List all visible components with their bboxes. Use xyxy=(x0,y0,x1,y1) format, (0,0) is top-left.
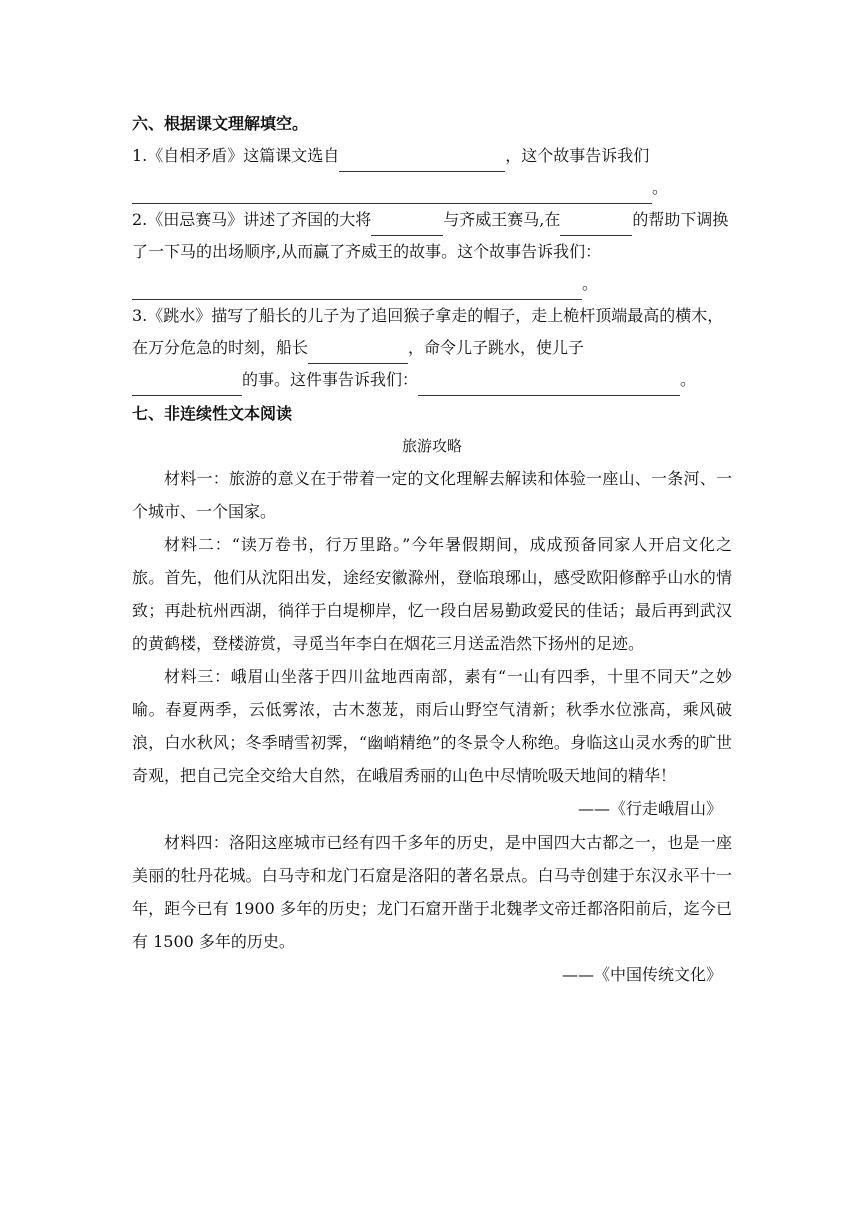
q3-text-2: ，命令儿子跳水，使儿子 xyxy=(408,338,585,357)
section-7-title: 七、非连续性文本阅读 xyxy=(132,404,293,423)
q1-blank-2[interactable] xyxy=(132,185,652,204)
question-2 xyxy=(132,204,732,300)
q2-blank-2[interactable] xyxy=(560,217,632,236)
material-2: 材料二：“读万卷书，行万里路。”今年暑假期间，成成预备同家人开启文化之旅。首先，他们从沈阳出发，途经安徽滁州，登临琅琊山，感受欧阳修醉乎山水的情致；再赴杭州西湖，徜徉于白堤柳岸，忆一段白居易勤政爱民的佳话；最后再到武汉的黄鹤楼，登楼游赏，寻觅当年李白在烟花三月送孟浩然下扬州的足迹。 xyxy=(132,535,732,653)
material-1: 材料一：旅游的意义在于带着一定的文化理解去解读和体验一座山、一条河、一个城市、一个国家。 xyxy=(132,469,732,521)
section-6-title: 六、根据课文理解填空。 xyxy=(132,114,309,133)
material-3-source: ——《行走峨眉山》 xyxy=(577,799,722,818)
q3-end: 。 xyxy=(680,370,697,389)
q2-text-1: 2.《田忌赛马》讲述了齐国的大将 xyxy=(132,210,372,229)
q3-text-3: 的事。这件事告诉我们： xyxy=(242,370,419,389)
q2-end: 。 xyxy=(582,274,599,293)
q1-text-2: ，这个故事告诉我们 xyxy=(505,146,650,165)
q2-blank-1[interactable] xyxy=(371,217,443,236)
material-3: 材料三：峨眉山坐落于四川盆地西南部，素有“一山有四季，十里不同天”之妙喻。春夏两季，云低雾浓，古木葱茏，雨后山野空气清新；秋季水位涨高，乘风破浪，白水秋风；冬季晴雪初霁，“幽峭精绝”的冬景令人称绝。身临这山灵水秀的旷世奇观，把自己完全交给大自然，在峨眉秀丽的山色中尽情吮吸天地间的精华！ xyxy=(132,667,732,785)
question-1 xyxy=(132,140,732,204)
q3-text-1: 3.《跳水》描写了船长的儿子为了追回猴子拿走的帽子，走上桅杆顶端最高的横木，在万分危急的时刻，船长 xyxy=(132,306,724,357)
q3-blank-2[interactable] xyxy=(132,377,242,396)
q2-text-3: 的帮助下调换了一下马的出场顺序,从而赢了齐威王的故事。这个故事告诉我们： xyxy=(132,210,729,261)
worksheet-page xyxy=(132,108,732,992)
q3-blank-1[interactable] xyxy=(308,345,408,364)
q2-blank-3[interactable] xyxy=(132,281,582,300)
q2-text-2: 与齐威王赛马,在 xyxy=(443,210,561,229)
article-title: 旅游攻略 xyxy=(401,437,462,455)
q1-blank-1[interactable] xyxy=(339,153,505,172)
q3-blank-3[interactable] xyxy=(418,377,680,396)
question-3 xyxy=(132,300,732,396)
q1-end: 。 xyxy=(652,178,669,197)
q1-text-1: 1.《自相矛盾》这篇课文选自 xyxy=(132,146,340,165)
material-4-source: ——《中国传统文化》 xyxy=(561,965,722,984)
material-4: 材料四：洛阳这座城市已经有四千多年的历史，是中国四大古都之一，也是一座美丽的牡丹花城。白马寺和龙门石窟是洛阳的著名景点。白马寺创建于东汉永平十一年，距今已有 1900 多年的历史；龙门石窟开凿于北魏孝文帝迁都洛阳前后，迄今已有 1500 多年的历史。 xyxy=(132,833,732,951)
